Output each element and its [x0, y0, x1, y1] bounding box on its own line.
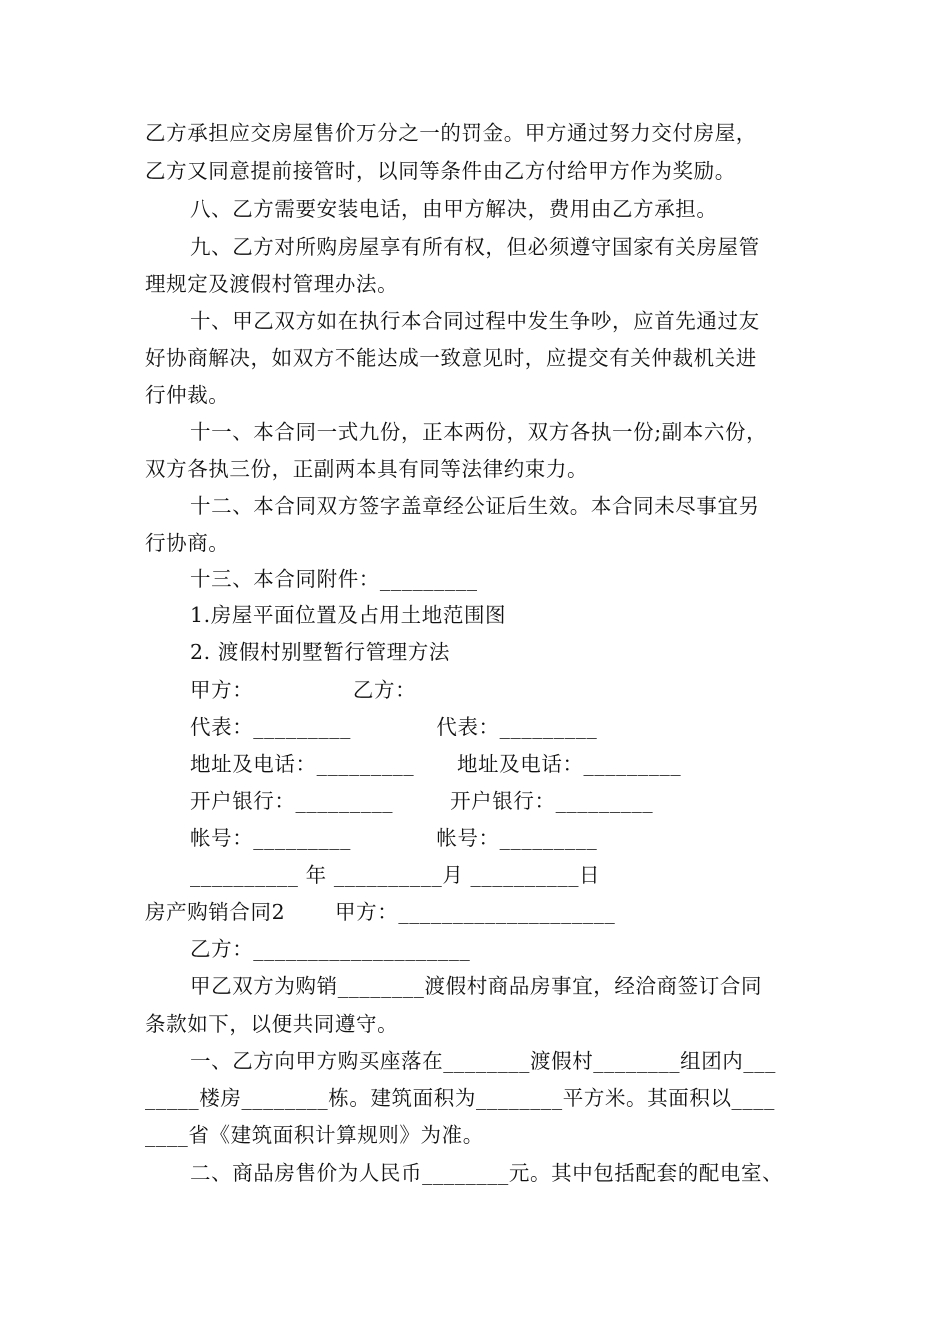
paragraph-line: 好协商解决，如双方不能达成一致意见时，应提交有关仲裁机关进	[145, 346, 757, 370]
signature-parties: 甲方： 乙方：	[190, 678, 417, 702]
paragraph-line: ____省《建筑面积计算规则》为准。	[145, 1123, 484, 1147]
paragraph-line: 九、乙方对所购房屋享有所有权，但必须遵守国家有关房屋管	[190, 235, 760, 259]
signature-address-phone: 地址及电话：_________ 地址及电话：_________	[190, 752, 682, 776]
signature-bank: 开户银行：_________ 开户银行：_________	[190, 789, 654, 813]
paragraph-line: 十二、本合同双方签字盖章经公证后生效。本合同未尽事宜另	[190, 494, 760, 518]
paragraph-line: 一、乙方向甲方购买座落在________渡假村________组团内___	[190, 1049, 776, 1073]
contract-title: 房产购销合同2 甲方：____________________	[145, 900, 616, 924]
attachment-item: 2. 渡假村别墅暂行管理方法	[190, 640, 450, 664]
paragraph-line: _____楼房________栋。建筑面积为________平方米。其面积以____	[145, 1086, 775, 1110]
paragraph-line: 十一、本合同一式九份，正本两份，双方各执一份;副本六份，	[190, 420, 768, 444]
attachment-heading: 十三、本合同附件：_________	[190, 567, 478, 591]
paragraph-line: 理规定及渡假村管理办法。	[145, 272, 399, 296]
paragraph-line: 十、甲乙双方如在执行本合同过程中发生争吵，应首先通过友	[190, 309, 760, 333]
paragraph-line: 双方各执三份，正副两本具有同等法律约束力。	[145, 457, 589, 481]
paragraph-line: 乙方又同意提前接管时，以同等条件由乙方付给甲方作为奖励。	[145, 159, 736, 183]
signature-representative: 代表：_________ 代表：_________	[190, 715, 598, 739]
paragraph-line: 二、商品房售价为人民币________元。其中包括配套的配电室、	[190, 1161, 784, 1185]
paragraph-line: 行协商。	[145, 531, 230, 555]
signature-date: __________ 年 __________月 __________日	[190, 863, 601, 887]
signature-account: 帐号：_________ 帐号：_________	[190, 826, 598, 850]
paragraph-line: 条款如下，以便共同遵守。	[145, 1012, 399, 1036]
paragraph-line: 八、乙方需要安装电话，由甲方解决，费用由乙方承担。	[190, 197, 718, 221]
paragraph-line: 行仲裁。	[145, 383, 230, 407]
attachment-item: 1.房屋平面位置及占用土地范围图	[190, 603, 507, 627]
paragraph-line: 乙方承担应交房屋售价万分之一的罚金。甲方通过努力交付房屋，	[145, 121, 757, 145]
party-b-line: 乙方：____________________	[190, 937, 471, 961]
paragraph-line: 甲乙双方为购销________渡假村商品房事宜，经洽商签订合同	[190, 974, 763, 998]
